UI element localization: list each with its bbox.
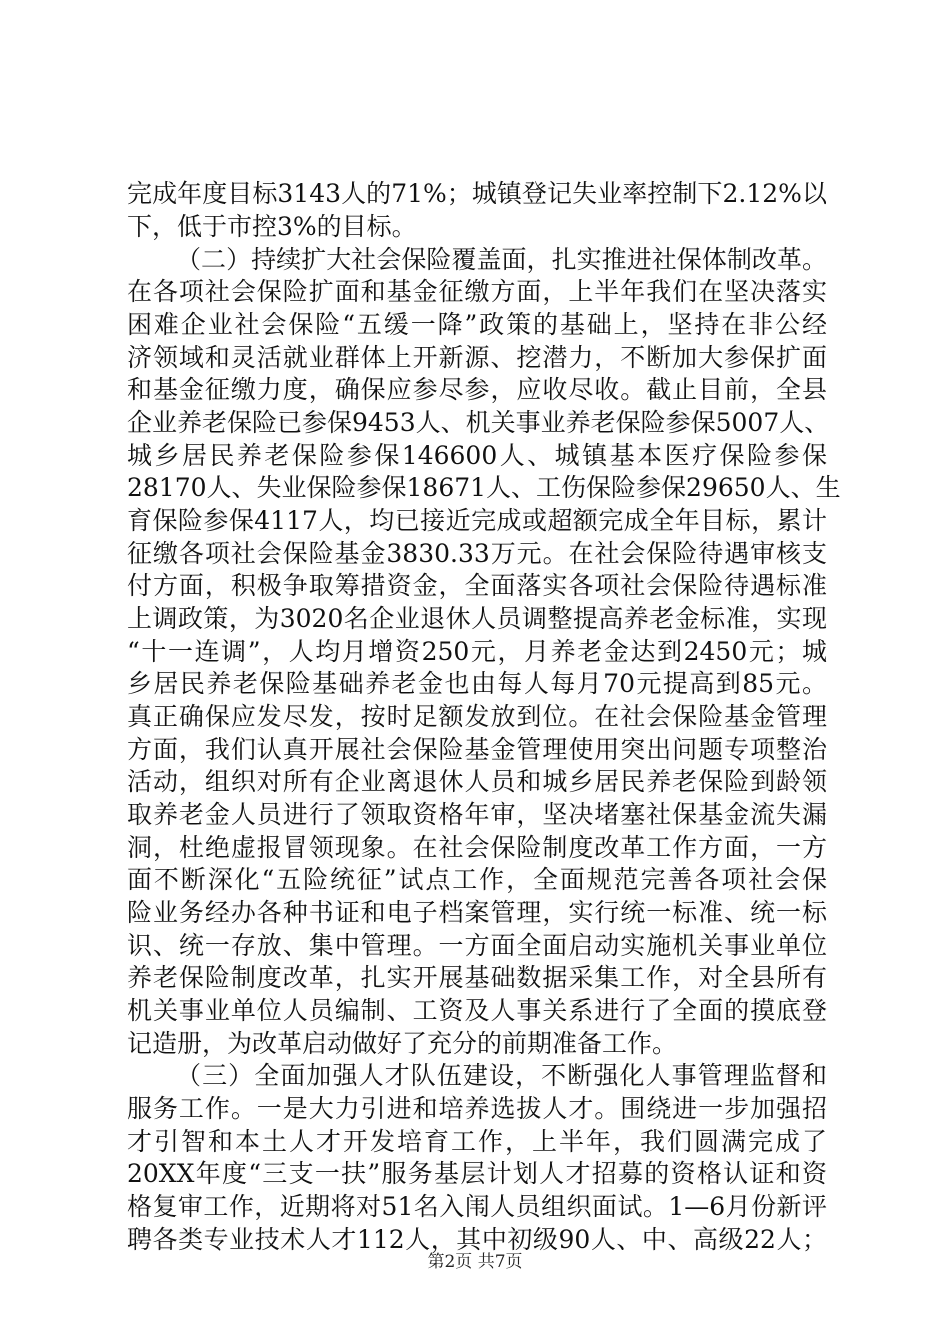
text-line: 真正确保应发尽发，按时足额发放到位。在社会保险基金管理 xyxy=(127,702,827,731)
text-line: 付方面，积极争取筹措资金，全面落实各项社会保险待遇标准 xyxy=(127,571,827,600)
text-line: 机关事业单位人员编制、工资及人事关系进行了全面的摸底登 xyxy=(127,996,827,1025)
text-line: 险业务经办各种书证和电子档案管理，实行统一标准、统一标 xyxy=(127,898,827,927)
text-line: 养老保险制度改革，扎实开展基础数据采集工作，对全县所有 xyxy=(127,963,827,992)
text-line: 记造册，为改革启动做好了充分的前期准备工作。 xyxy=(127,1029,678,1058)
text-line: 面不断深化“五险统征”试点工作，全面规范完善各项社会保 xyxy=(127,865,827,894)
text-line: “十一连调”，人均月增资250元，月养老金达到2450元；城 xyxy=(127,637,827,666)
text-line: 28170人、失业保险参保18671人、工伤保险参保29650人、生 xyxy=(127,473,841,502)
text-line: 识、统一存放、集中管理。一方面全面启动实施机关事业单位 xyxy=(127,931,827,960)
text-line: 聘各类专业技术人才112人，其中初级90人、中、高级22人； xyxy=(127,1225,827,1254)
text-line: 在各项社会保险扩面和基金征缴方面，上半年我们在坚决落实 xyxy=(127,277,827,306)
text-line: 城乡居民养老保险参保146600人、城镇基本医疗保险参保 xyxy=(127,441,827,470)
text-line: 20XX年度“三支一扶”服务基层计划人才招募的资格认证和资 xyxy=(127,1159,827,1188)
section-heading-line: （二）持续扩大社会保险覆盖面，扎实推进社保体制改革。 xyxy=(176,245,827,274)
text-line: 服务工作。一是大力引进和培养选拔人才。围绕进一步加强招 xyxy=(127,1094,827,1123)
text-line: 活动，组织对所有企业离退休人员和城乡居民养老保险到龄领 xyxy=(127,767,827,796)
text-line: 困难企业社会保险“五缓一降”政策的基础上，坚持在非公经 xyxy=(127,310,827,339)
text-line: 上调政策，为3020名企业退休人员调整提高养老金标准，实现 xyxy=(127,604,827,633)
section-heading-line: （三）全面加强人才队伍建设，不断强化人事管理监督和 xyxy=(176,1061,827,1090)
text-line: 完成年度目标3143人的71%；城镇登记失业率控制下2.12%以 xyxy=(127,179,827,208)
text-line: 才引智和本土人才开发培育工作，上半年，我们圆满完成了 xyxy=(127,1127,827,1156)
text-line: 企业养老保险已参保9453人、机关事业养老保险参保5007人、 xyxy=(127,408,830,437)
text-line: 济领域和灵活就业群体上开新源、挖潜力，不断加大参保扩面 xyxy=(127,343,827,372)
text-line: 和基金征缴力度，确保应参尽参，应收尽收。截止目前，全县 xyxy=(127,375,827,404)
text-line: 洞，杜绝虚报冒领现象。在社会保险制度改革工作方面，一方 xyxy=(127,833,827,862)
text-line: 下，低于市控3%的目标。 xyxy=(127,212,417,241)
text-line: 征缴各项社会保险基金3830.33万元。在社会保险待遇审核支 xyxy=(127,539,827,568)
page-number-footer: 第2页 共7页 xyxy=(427,1252,523,1272)
text-line: 方面，我们认真开展社会保险基金管理使用突出问题专项整治 xyxy=(127,735,827,764)
text-line: 育保险参保4117人，均已接近完成或超额完成全年目标，累计 xyxy=(127,506,827,535)
text-line: 取养老金人员进行了领取资格年审，坚决堵塞社保基金流失漏 xyxy=(127,800,827,829)
text-line: 乡居民养老保险基础养老金也由每人每月70元提高到85元。 xyxy=(127,669,827,698)
text-line: 格复审工作，近期将对51名入闱人员组织面试。1—6月份新评 xyxy=(127,1192,827,1221)
